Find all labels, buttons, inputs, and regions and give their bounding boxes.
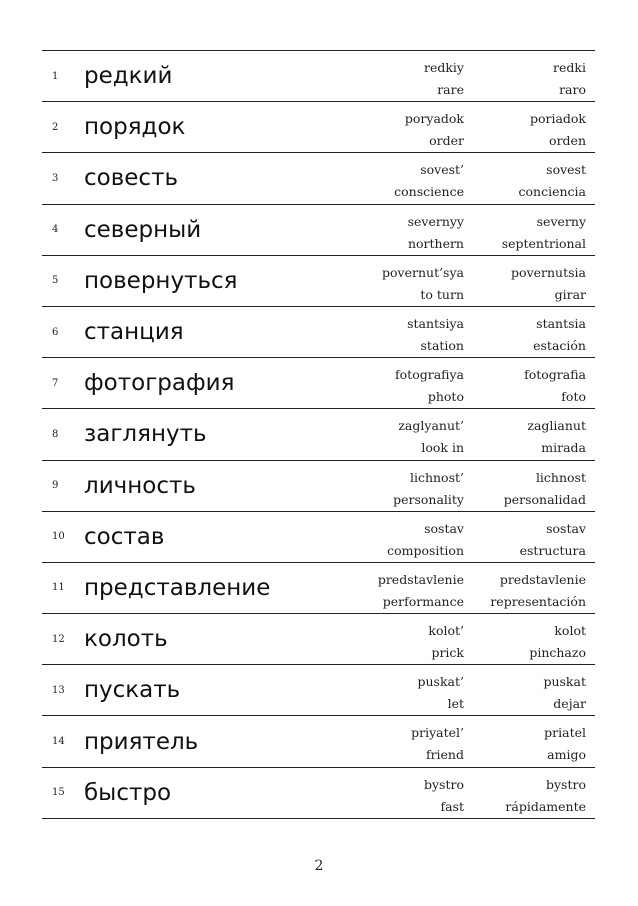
row-number: 11 xyxy=(52,582,65,594)
transliteration-english-column xyxy=(408,211,464,255)
row-number: 10 xyxy=(52,531,65,543)
spanish-translation: orden xyxy=(549,133,586,149)
english-translation: station xyxy=(420,337,464,353)
russian-word: совесть xyxy=(84,165,179,192)
transliteration-english-column xyxy=(428,620,464,664)
transliteration-spanish-column xyxy=(544,722,586,766)
transliteration-spanish-column xyxy=(527,415,586,459)
spanish-translation: estación xyxy=(533,337,586,353)
russian-word: порядок xyxy=(84,114,186,141)
russian-word: северный xyxy=(84,216,202,243)
russian-word: колоть xyxy=(84,626,168,653)
transliteration-a: zaglyanut’ xyxy=(398,418,464,434)
english-translation: friend xyxy=(425,747,464,763)
transliteration-spanish-column xyxy=(533,313,586,357)
transliteration-b: poriadok xyxy=(529,111,586,127)
transliteration-english-column xyxy=(382,262,464,306)
transliteration-a: sovest’ xyxy=(420,162,464,178)
row-number: 2 xyxy=(52,121,59,133)
table-row xyxy=(42,102,595,153)
spanish-translation: amigo xyxy=(547,747,586,763)
transliteration-spanish-column xyxy=(529,620,586,664)
transliteration-b: stantsia xyxy=(536,315,586,331)
transliteration-english-column xyxy=(411,722,464,766)
table-row xyxy=(42,768,595,819)
table-row xyxy=(42,614,595,665)
table-row xyxy=(42,563,595,614)
russian-word: фотография xyxy=(84,370,235,397)
transliteration-a: redkiy xyxy=(423,60,464,75)
spanish-translation: dejar xyxy=(553,696,586,712)
transliteration-a: fotografiya xyxy=(395,367,464,383)
transliteration-spanish-column xyxy=(543,671,586,715)
transliteration-spanish-column xyxy=(524,364,586,408)
spanish-translation: septentrional xyxy=(501,235,586,251)
transliteration-a: severnyy xyxy=(407,213,464,229)
english-translation: to turn xyxy=(420,286,464,302)
russian-word: приятель xyxy=(84,728,199,755)
transliteration-english-column xyxy=(387,518,464,562)
transliteration-a: predstavlenie xyxy=(377,571,464,587)
english-translation: personality xyxy=(393,491,464,507)
transliteration-english-column xyxy=(378,569,464,613)
transliteration-a: lichnost’ xyxy=(409,469,464,485)
transliteration-b: priatel xyxy=(544,725,586,741)
transliteration-a: poryadok xyxy=(404,111,464,127)
russian-word: личность xyxy=(84,472,196,499)
english-translation: northern xyxy=(407,235,464,251)
transliteration-spanish-column xyxy=(490,569,586,613)
transliteration-english-column xyxy=(407,313,464,357)
row-number: 3 xyxy=(52,172,59,184)
row-number: 5 xyxy=(52,275,59,287)
transliteration-b: severny xyxy=(536,213,586,229)
table-row xyxy=(42,153,595,204)
english-translation: conscience xyxy=(394,184,464,200)
transliteration-english-column xyxy=(405,108,464,152)
english-translation: fast xyxy=(440,798,464,814)
table-row xyxy=(42,51,595,102)
table-row xyxy=(42,256,595,307)
spanish-translation: foto xyxy=(561,389,586,405)
transliteration-english-column xyxy=(395,364,464,408)
russian-word: пускать xyxy=(84,677,181,704)
transliteration-b: puskat xyxy=(543,674,586,690)
row-number: 7 xyxy=(52,377,59,389)
transliteration-b: zaglianut xyxy=(527,418,586,434)
table-row xyxy=(42,716,595,767)
row-number: 6 xyxy=(52,326,59,338)
row-number: 15 xyxy=(52,787,65,799)
transliteration-a: stantsiya xyxy=(407,315,464,331)
transliteration-english-column xyxy=(424,57,464,101)
table-row xyxy=(42,409,595,460)
transliteration-english-column xyxy=(418,671,465,715)
transliteration-spanish-column xyxy=(505,774,586,818)
spanish-translation: girar xyxy=(554,286,586,302)
row-number: 13 xyxy=(52,684,65,696)
transliteration-a: priyatel’ xyxy=(411,725,464,741)
spanish-translation: conciencia xyxy=(518,184,586,200)
transliteration-spanish-column xyxy=(553,57,586,101)
transliteration-a: povernut’sya xyxy=(382,264,464,280)
transliteration-b: redki xyxy=(553,60,586,75)
row-number: 1 xyxy=(52,70,59,82)
russian-word: станция xyxy=(84,319,184,346)
transliteration-english-column xyxy=(424,774,464,818)
spanish-translation: personalidad xyxy=(503,491,586,507)
spanish-translation: rápidamente xyxy=(505,798,586,814)
transliteration-b: bystro xyxy=(545,776,586,792)
transliteration-english-column xyxy=(394,159,464,203)
english-translation: performance xyxy=(382,593,464,609)
english-translation: look in xyxy=(421,440,464,456)
russian-word: заглянуть xyxy=(84,421,207,448)
row-number: 4 xyxy=(52,224,59,236)
english-translation: rare xyxy=(437,82,464,97)
table-row xyxy=(42,358,595,409)
transliteration-b: predstavlenie xyxy=(499,571,586,587)
english-translation: let xyxy=(447,696,464,712)
row-number: 8 xyxy=(52,428,59,440)
transliteration-spanish-column xyxy=(519,159,586,203)
row-number: 9 xyxy=(52,480,59,492)
row-number: 12 xyxy=(52,633,65,645)
spanish-translation: raro xyxy=(559,82,586,97)
transliteration-spanish-column xyxy=(511,262,586,306)
english-translation: photo xyxy=(427,389,464,405)
transliteration-english-column xyxy=(393,467,464,511)
transliteration-a: puskat’ xyxy=(417,674,464,690)
english-translation: prick xyxy=(431,645,464,661)
transliteration-a: sostav xyxy=(424,520,464,536)
vocabulary-table xyxy=(42,50,595,819)
transliteration-b: sostav xyxy=(546,520,586,536)
spanish-translation: mirada xyxy=(541,440,586,456)
transliteration-spanish-column xyxy=(530,108,586,152)
transliteration-spanish-column xyxy=(504,467,586,511)
spanish-translation: pinchazo xyxy=(529,645,586,661)
english-translation: order xyxy=(429,133,464,149)
russian-word: состав xyxy=(84,523,165,550)
transliteration-b: sovest xyxy=(546,162,586,178)
spanish-translation: estructura xyxy=(519,542,586,558)
transliteration-english-column xyxy=(398,415,464,459)
transliteration-b: povernutsia xyxy=(511,264,586,280)
transliteration-a: kolot’ xyxy=(428,623,464,639)
russian-word: редкий xyxy=(84,63,173,90)
transliteration-spanish-column xyxy=(520,518,586,562)
transliteration-spanish-column xyxy=(502,211,586,255)
transliteration-b: kolot xyxy=(554,623,586,639)
russian-word: повернуться xyxy=(84,267,238,294)
table-row xyxy=(42,205,595,256)
row-number: 14 xyxy=(52,736,65,748)
page-number: 2 xyxy=(314,858,324,874)
table-row xyxy=(42,461,595,512)
transliteration-b: lichnost xyxy=(535,469,586,485)
english-translation: composition xyxy=(387,542,464,558)
spanish-translation: representación xyxy=(490,593,586,609)
transliteration-b: fotografia xyxy=(524,367,586,383)
russian-word: быстро xyxy=(84,779,172,806)
table-row xyxy=(42,512,595,563)
table-row xyxy=(42,665,595,716)
table-row xyxy=(42,307,595,358)
transliteration-a: bystro xyxy=(423,776,464,792)
russian-word: представление xyxy=(84,574,271,601)
